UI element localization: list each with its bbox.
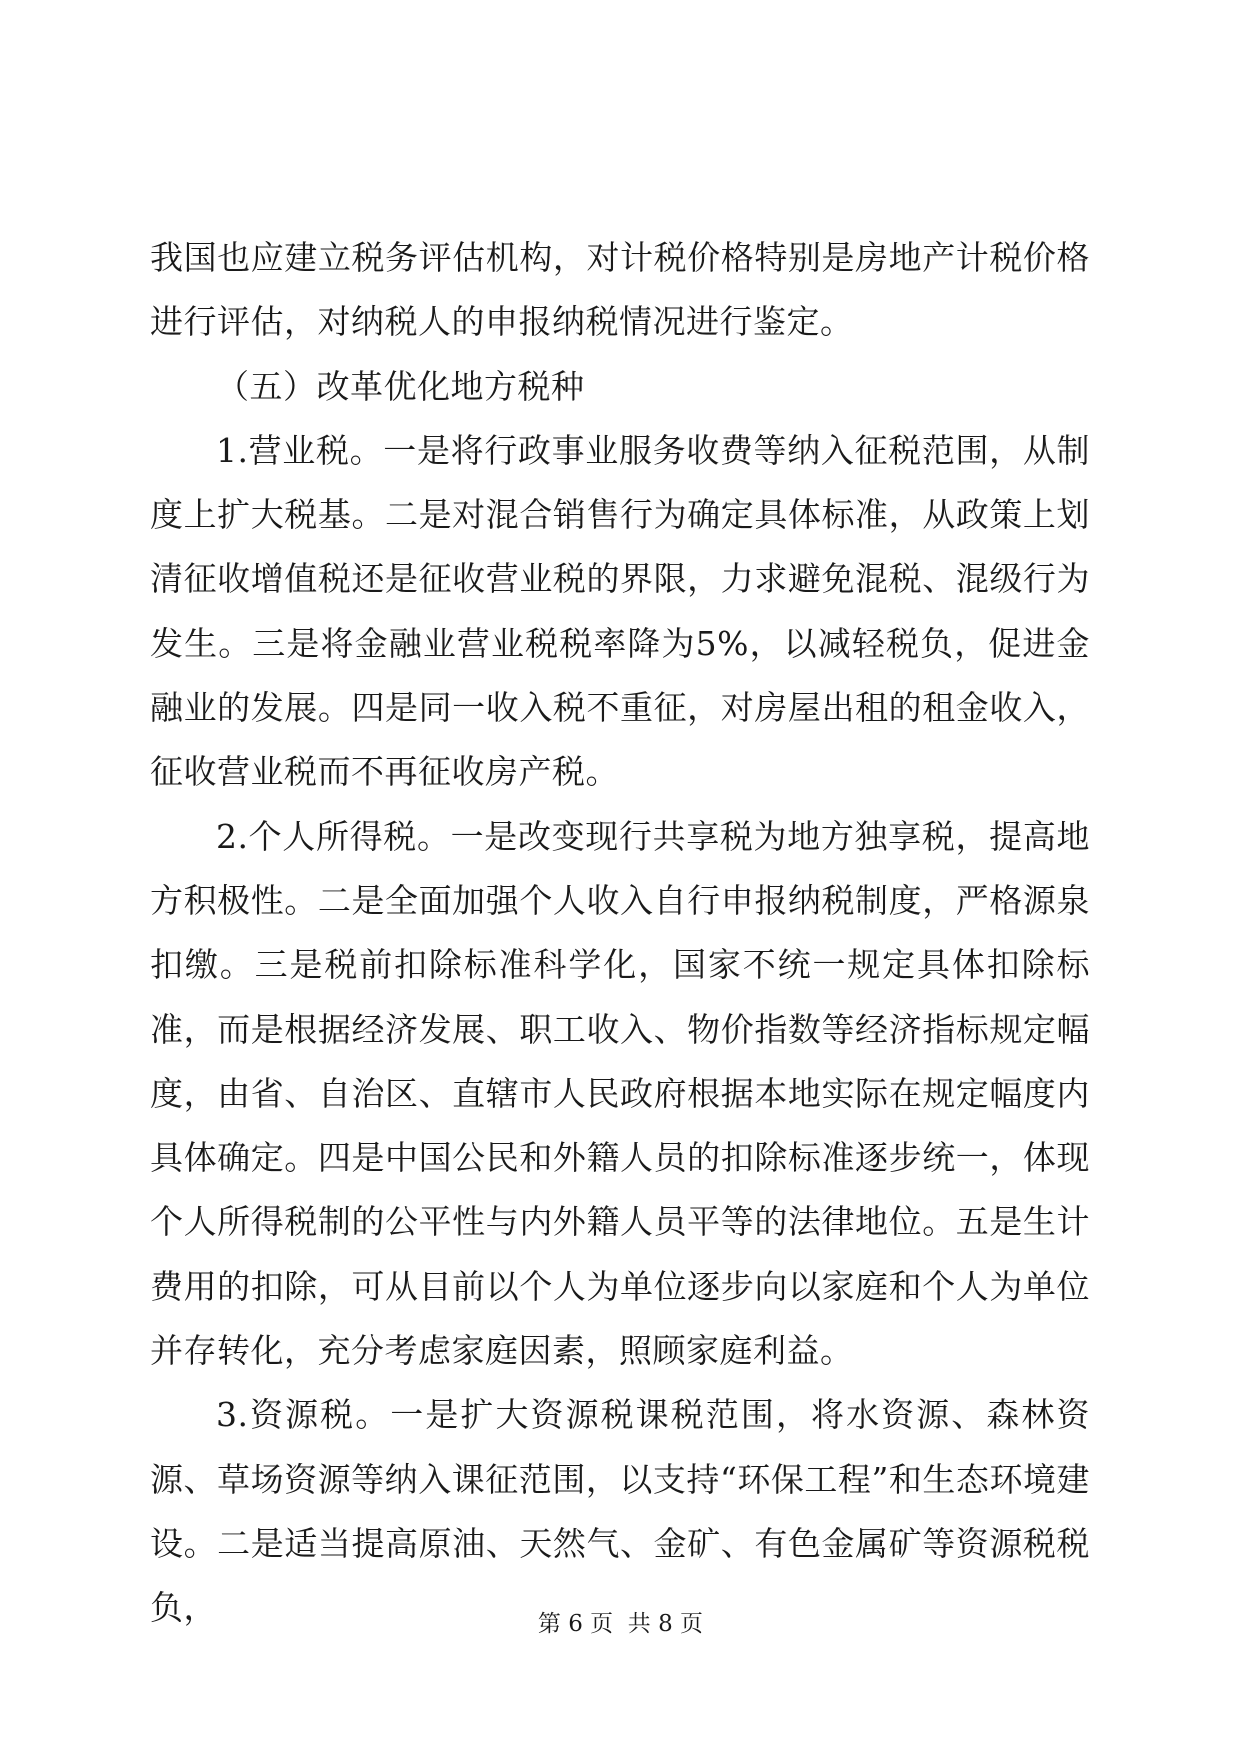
paragraph-continuation: 我国也应建立税务评估机构，对计税价格特别是房地产计税价格进行评估，对纳税人的申报纳税情况进行鉴定。 bbox=[150, 238, 1090, 342]
page-number: 第 6 页 共 8 页 bbox=[537, 1611, 704, 1637]
paragraph-resource-tax: 3.资源税。一是扩大资源税课税范围，将水资源、森林资源、草场资源等纳入课征范围，以支持“环保工程”和生态环境建设。二是适当提高原油、天然气、金矿、有色金属矿等资源税税负， bbox=[150, 1395, 1090, 1628]
section-heading: （五）改革优化地方税种 bbox=[216, 366, 585, 406]
paragraph-income-tax: 2.个人所得税。一是改变现行共享税为地方独享税，提高地方积极性。二是全面加强个人收入自行申报纳税制度，严格源泉扣缴。三是税前扣除标准科学化，国家不统一规定具体扣除标准，而是根据经济发展、职工收入、物价指数等经济指标规定幅度，由省、自治区、直辖市人民政府根据本地实际在规定幅度内具体确定。四是中国公民和外籍人员的扣除标准逐步统一，体现个人所得税制的公平性与内外籍人员平等的法律地位。五是生计费用的扣除，可从目前以个人为单位逐步向以家庭和个人为单位并存转化，充分考虑家庭因素，照顾家庭利益。 bbox=[150, 816, 1090, 1371]
paragraph-business-tax: 1.营业税。一是将行政事业服务收费等纳入征税范围，从制度上扩大税基。二是对混合销售行为确定具体标准，从政策上划清征收增值税还是征收营业税的界限，力求避免混税、混级行为发生。三是将金融业营业税税率降为5%，以减轻税负，促进金融业的发展。四是同一收入税不重征，对房屋出租的租金收入，征收营业税而不再征收房产税。 bbox=[150, 430, 1090, 792]
body-text bbox=[150, 226, 1090, 1641]
